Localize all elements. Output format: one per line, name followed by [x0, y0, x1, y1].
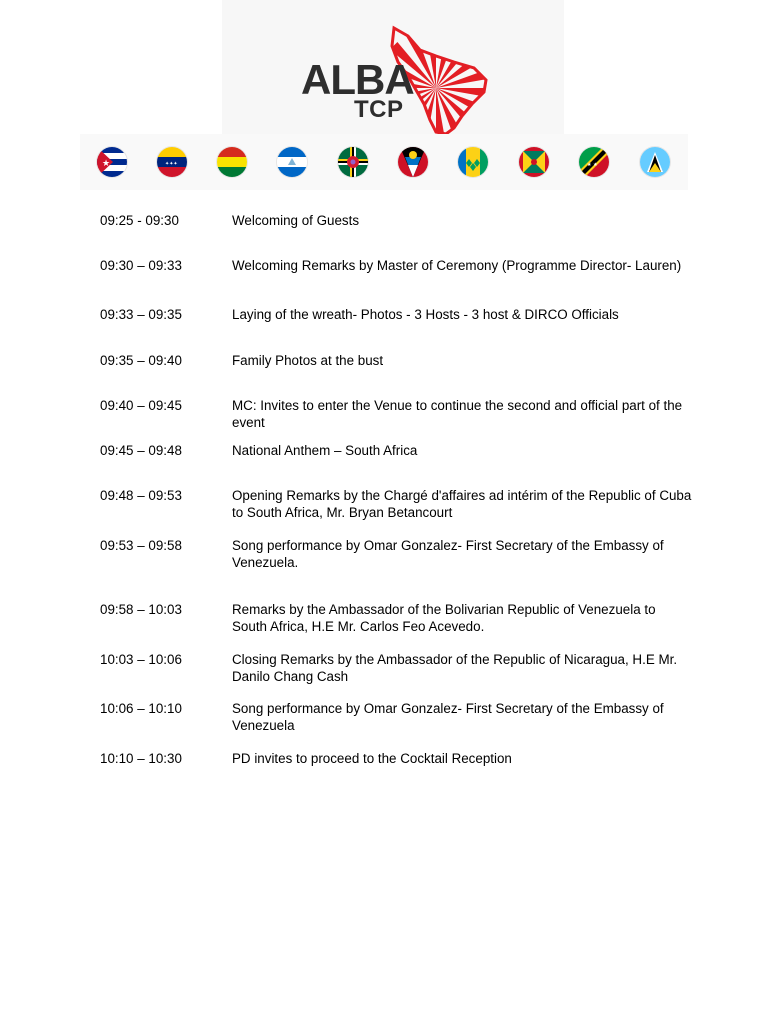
schedule-description: Song performance by Omar Gonzalez- First Secretary of the Embassy of Venezuela.: [232, 538, 664, 570]
schedule-description: Remarks by the Ambassador of the Bolivarian Republic of Venezuela to South Africa, H.E Mr. Carlos Feo Acevedo.: [232, 602, 656, 634]
schedule-description: Welcoming of Guests: [232, 213, 360, 228]
logo-tcp-text: TCP: [354, 96, 404, 123]
schedule-time: 10:03 – 10:06: [100, 652, 182, 667]
schedule-description: Laying of the wreath- Photos - 3 Hosts - 3 host & DIRCO Officials: [232, 307, 619, 322]
schedule-time: 09:25 - 09:30: [100, 213, 179, 228]
schedule-time: 10:10 – 10:30: [100, 751, 182, 766]
schedule-time: 09:45 – 09:48: [100, 443, 182, 458]
schedule-time: 10:06 – 10:10: [100, 701, 182, 716]
st-lucia-flag-icon: [640, 147, 670, 177]
schedule-description: Welcoming Remarks by Master of Ceremony (Programme Director- Lauren): [232, 258, 682, 273]
svg-text:✦✦✦: ✦✦✦: [165, 161, 178, 167]
schedule-time: 09:33 – 09:35: [100, 307, 182, 322]
schedule-description: PD invites to proceed to the Cocktail Reception: [232, 751, 512, 766]
member-flags-strip: [80, 134, 688, 190]
schedule-description: Opening Remarks by the Chargé d'affaires ad intérim of the Republic of Cuba to South Africa, Mr. Bryan Betancourt: [232, 488, 692, 520]
nicaragua-flag-icon: [277, 147, 307, 177]
svg-text:★: ★: [102, 159, 111, 169]
venezuela-flag-icon: [157, 147, 187, 177]
st-vincent-flag-icon: [458, 147, 488, 177]
bolivia-flag-icon: [217, 147, 247, 177]
st-kitts-flag-icon: [579, 147, 609, 177]
schedule-time: 09:53 – 09:58: [100, 538, 182, 553]
schedule-description: Family Photos at the bust: [232, 353, 384, 368]
logo-alba-text: ALBA: [301, 56, 414, 103]
schedule-description: MC: Invites to enter the Venue to continue the second and official part of the event: [232, 398, 683, 430]
svg-text:★ ★: ★ ★: [587, 162, 598, 168]
schedule-time: 09:35 – 09:40: [100, 353, 182, 368]
schedule-time: 09:40 – 09:45: [100, 398, 182, 413]
cuba-flag-icon: [97, 147, 127, 177]
schedule-time: 09:58 – 10:03: [100, 602, 182, 617]
schedule-description: Song performance by Omar Gonzalez- First Secretary of the Embassy of Venezuela: [232, 701, 664, 733]
schedule-description: National Anthem – South Africa: [232, 443, 418, 458]
schedule-time: 09:48 – 09:53: [100, 488, 182, 503]
alba-tcp-logo: [222, 0, 564, 136]
grenada-flag-icon: [519, 147, 549, 177]
dominica-flag-icon: [338, 147, 368, 177]
schedule-time: 09:30 – 09:33: [100, 258, 182, 273]
antigua-flag-icon: [398, 147, 428, 177]
schedule-description: Closing Remarks by the Ambassador of the Republic of Nicaragua, H.E Mr. Danilo Chang Cash: [232, 652, 678, 684]
